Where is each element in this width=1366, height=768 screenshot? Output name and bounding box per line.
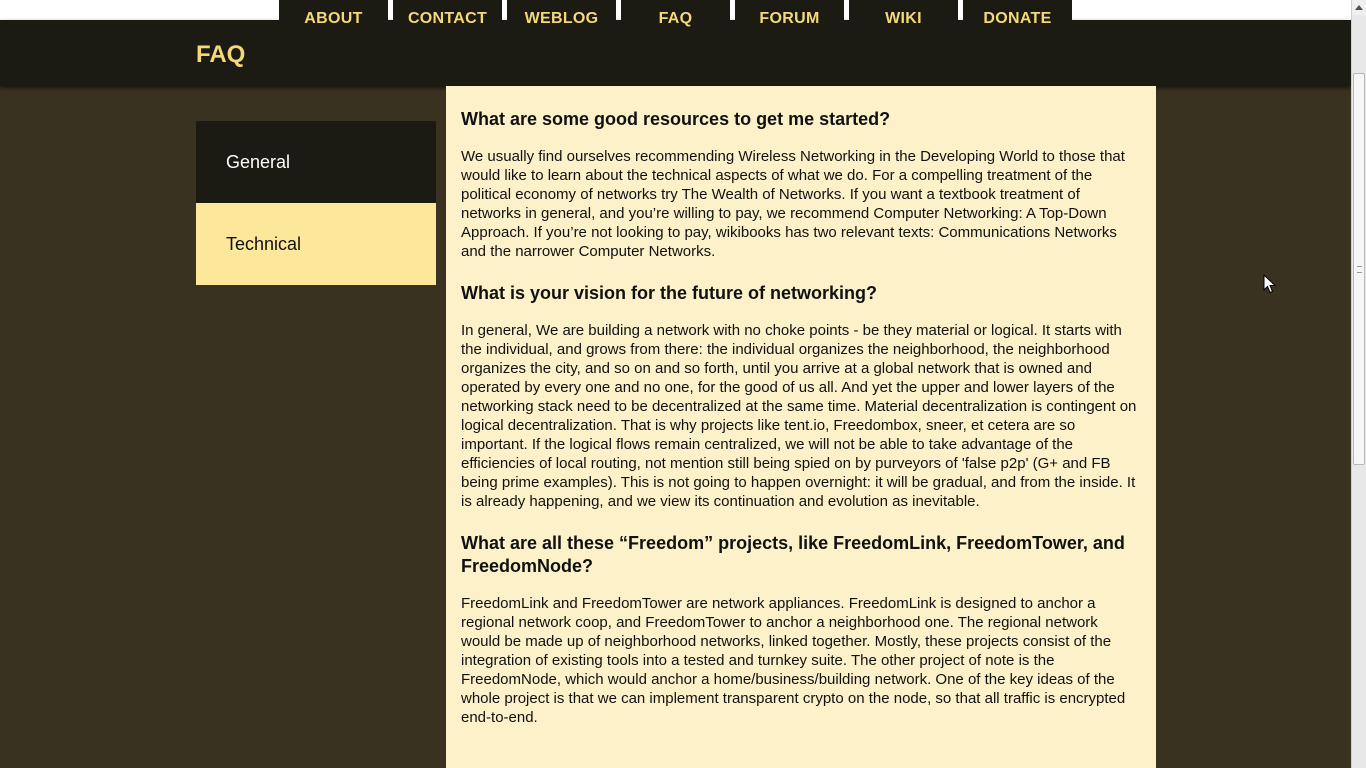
page-title: FAQ bbox=[196, 41, 246, 68]
sidebar-item-general[interactable] bbox=[196, 121, 436, 203]
faq-question: What are some good resources to get me started? bbox=[461, 109, 891, 129]
nav-item-faq[interactable]: FAQ bbox=[621, 0, 730, 38]
main-nav bbox=[279, 0, 1072, 38]
faq-content bbox=[446, 86, 1156, 768]
nav-item-wiki[interactable]: WIKI bbox=[849, 0, 958, 38]
scroll-up-arrow-icon[interactable] bbox=[1352, 0, 1366, 15]
nav-item-contact[interactable]: CONTACT bbox=[393, 0, 502, 38]
sidebar-item-label: Technical bbox=[226, 234, 302, 254]
nav-item-about[interactable]: ABOUT bbox=[279, 0, 388, 38]
faq-question: What is your vision for the future of networking? bbox=[461, 283, 878, 303]
faq-answer: FreedomLink and FreedomTower are network appliances. FreedomLink is designed to anchor a regional network coop, and FreedomTower to anchor a neighborhood one. The regional network would be made up of neighborhood networks, linked together. Mostly, these projects consist of the integration of existing tools into a tested and turnkey suite. The other project of note is the FreedomNode, which would anchor a home/business/building network. One of the key ideas of the whole project is that we can implement transparent crypto on the node, so that all traffic is encrypted end-to-end. bbox=[461, 595, 1126, 726]
nav-item-weblog[interactable]: WEBLOG bbox=[507, 0, 616, 38]
faq-question: What are all these “Freedom” projects, like FreedomLink, FreedomTower, and FreedomNode? bbox=[461, 533, 1125, 576]
faq-entry bbox=[461, 532, 1141, 727]
sidebar-item-label: General bbox=[226, 152, 291, 172]
faq-entry bbox=[461, 108, 1141, 261]
faq-category-sidebar bbox=[196, 121, 436, 285]
sidebar-item-technical[interactable] bbox=[196, 203, 436, 285]
scroll-thumb[interactable] bbox=[1353, 73, 1365, 465]
faq-entry bbox=[461, 282, 1141, 511]
mouse-pointer-icon bbox=[1263, 274, 1277, 294]
faq-answer: We usually find ourselves recommending Wireless Networking in the Developing World to those that would like to learn about the technical aspects of what we do. For a compelling treatment of the political economy of networks try The Wealth of Networks. If you want a textbook treatment of networks in general, and you’re willing to pay, we recommend Computer Networking: A Top-Down Approach. If you’re not looking to pay, wikibooks has two relevant texts: Communications Networks and the narrower Computer Networks. bbox=[461, 148, 1125, 260]
nav-item-donate[interactable]: DONATE bbox=[963, 0, 1072, 38]
nav-item-forum[interactable]: FORUM bbox=[735, 0, 844, 38]
vertical-scrollbar[interactable] bbox=[1351, 0, 1366, 768]
faq-answer: In general, We are building a network with no choke points - be they material or logical. It starts with the individual, and grows from there: the individual organizes the neighborhood, the neighborhood organizes the city, and so on and so forth, until you arrive at a global network that is owned and operated by every one and no one, for the good of us all. And yet the upper and lower layers of the networking stack need to be decentralized at the same time. Material decentralization is contingent on logical decentralization. That is why projects like tent.io, Freedombox, sneer, et cetera are so important. If the logical flows remain centralized, we will not be able to take advantage of the efficiencies of local routing, not mention still being spied on by purveyors of 'false p2p' (G+ and FB being prime examples). This is not going to happen overnight: it will be gradual, and from the inside. It is already happening, and we view its continuation and evolution as inevitable. bbox=[461, 322, 1137, 510]
